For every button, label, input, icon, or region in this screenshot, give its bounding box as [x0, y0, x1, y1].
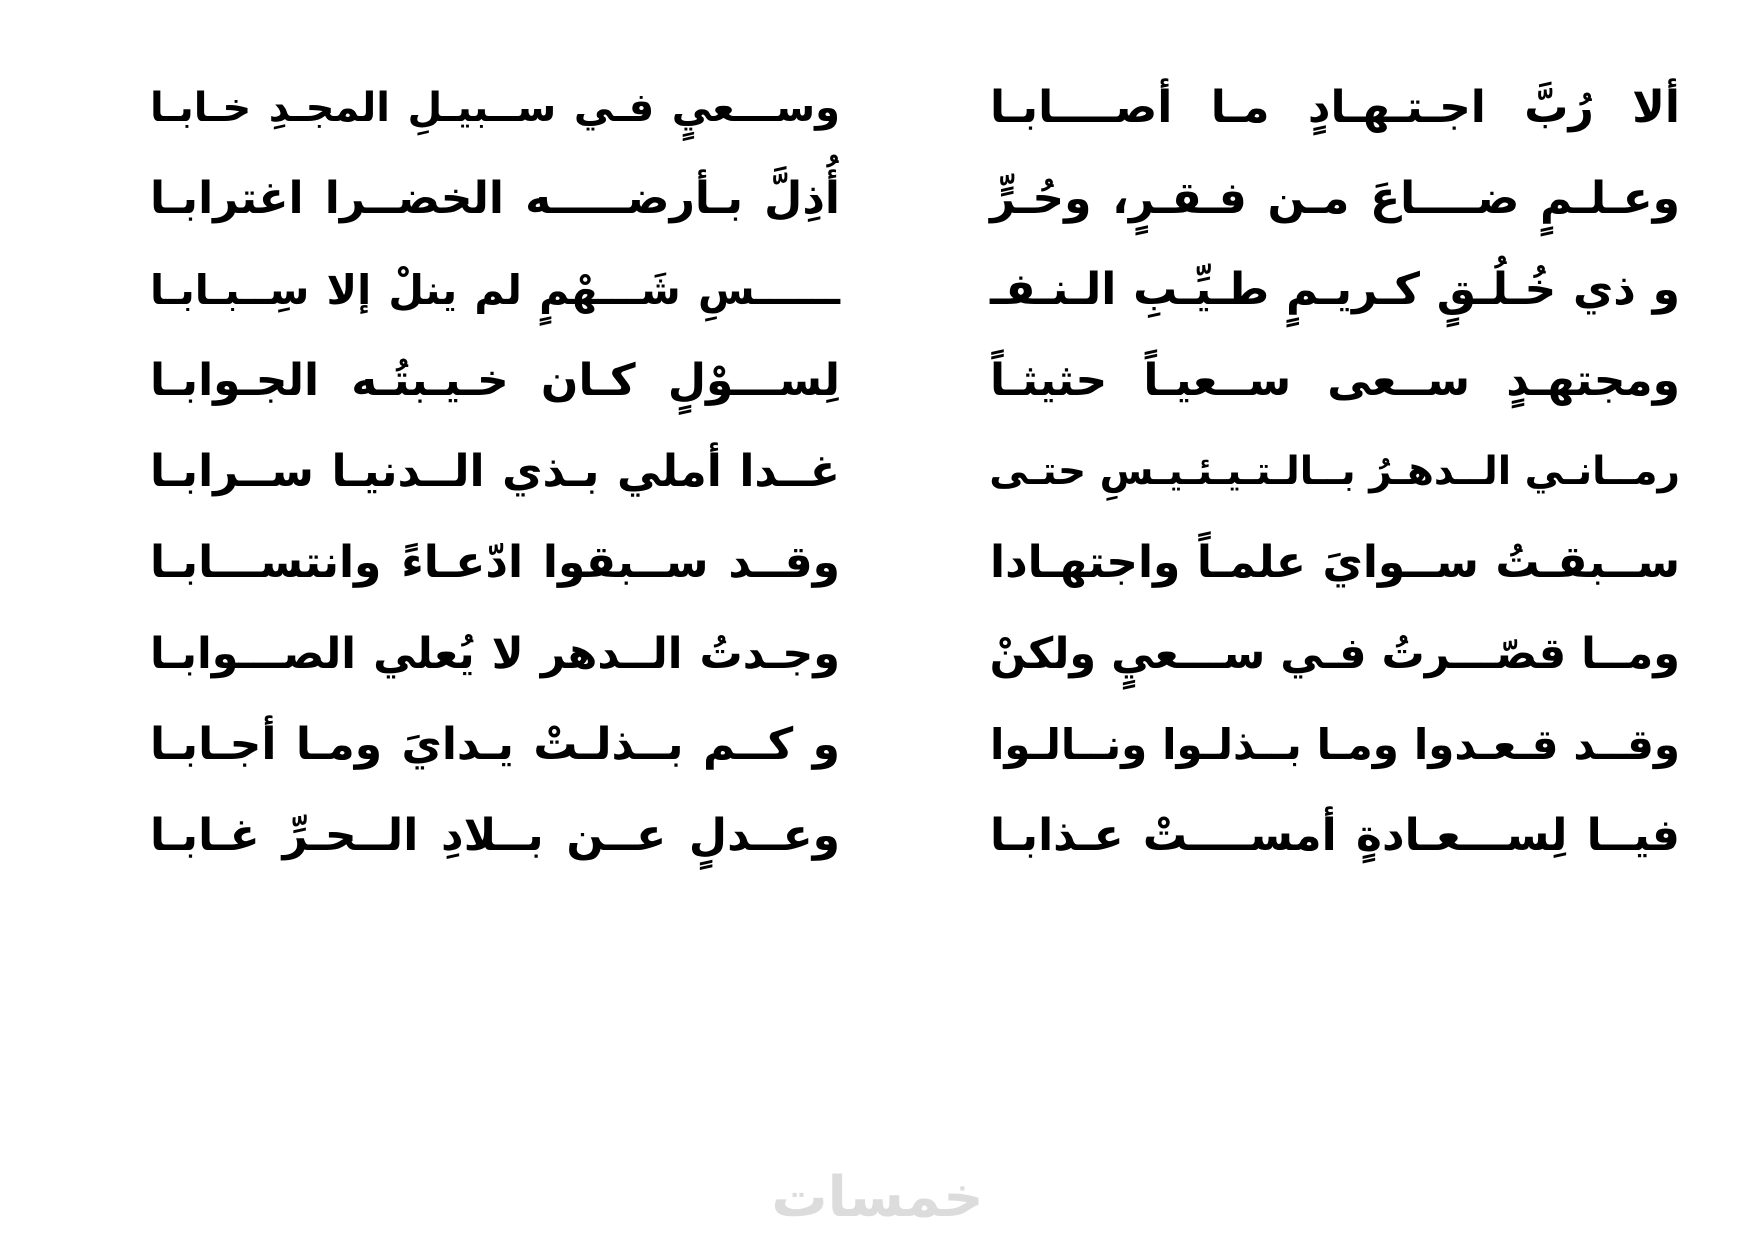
verse-first-hemistich: ومــا قصّـــرتُ فـي ســـعيٍ ولكنْ [989, 629, 1680, 679]
verse-second-hemistich: وعــدلٍ عــن بــلادِ الــحـرِّ غـابـا [150, 810, 840, 861]
verse-second-hemistich: ــــــسِ شَـــهْمٍ لم ينلْ إلا سِــبـابـا [150, 266, 840, 314]
verse-row [150, 614, 1680, 694]
verse-second-hemistich: لِســـوْلٍ كـان خـيـبتُـه الجـوابـا [150, 355, 840, 406]
verse-first-hemistich: رمــانـي الــدهـرُ بــالـتـيـئـيـسِ حتـى [989, 449, 1680, 494]
verse-row [150, 523, 1680, 603]
verse-second-hemistich: و كــم بــذلـتْ يـدايَ ومـا أجـابـا [150, 719, 840, 770]
verse-second-hemistich: غــدا أملي بـذي الــدنيـا ســرابـا [150, 446, 840, 497]
verse-row [150, 796, 1680, 876]
verse-first-hemistich: ألا رُبَّ اجـتـهـادٍ مـا أصــــابـا [990, 82, 1680, 133]
verse-second-hemistich: أُذِلَّ بـأرضـــــه الخضــرا اغترابـا [150, 173, 840, 224]
verse-first-hemistich: وقــد قـعـدوا ومـا بــذلـوا ونــالـوا [990, 720, 1680, 769]
verse-first-hemistich: و ذي خُـلُـقٍ كـريـمٍ طـيِّـبِ الـنـفـ [990, 264, 1680, 315]
verse-second-hemistich: وقــد ســبقوا ادّعـاءً وانتســـابـا [150, 537, 840, 588]
verse-first-hemistich: ومجتهـدٍ ســعى ســعيـاً حثيثـاً [990, 355, 1680, 406]
poem [150, 68, 1680, 968]
verse-row [150, 432, 1680, 512]
verse-row [150, 68, 1680, 148]
site-watermark-logo: خمسات [771, 1165, 984, 1230]
verse-row [150, 159, 1680, 239]
verse-second-hemistich: وســـعيٍ فـي ســبيـلِ المجـدِ خـابـا [150, 85, 840, 131]
verse-row [150, 250, 1680, 330]
verse-first-hemistich: وعـلـمٍ ضــــاعَ مـن فـقـرٍ، وحُـرٍّ [990, 173, 1680, 224]
verse-row [150, 705, 1680, 785]
verse-first-hemistich: ســبقـتُ ســوايَ علمـاً واجتهـادا [990, 537, 1680, 588]
verse-second-hemistich: وجـدتُ الــدهر لا يُعلي الصـــوابـا [150, 629, 840, 679]
verse-row [150, 341, 1680, 421]
verse-first-hemistich: فيــا لِســـعـادةٍ أمســــتْ عـذابـا [990, 810, 1680, 861]
